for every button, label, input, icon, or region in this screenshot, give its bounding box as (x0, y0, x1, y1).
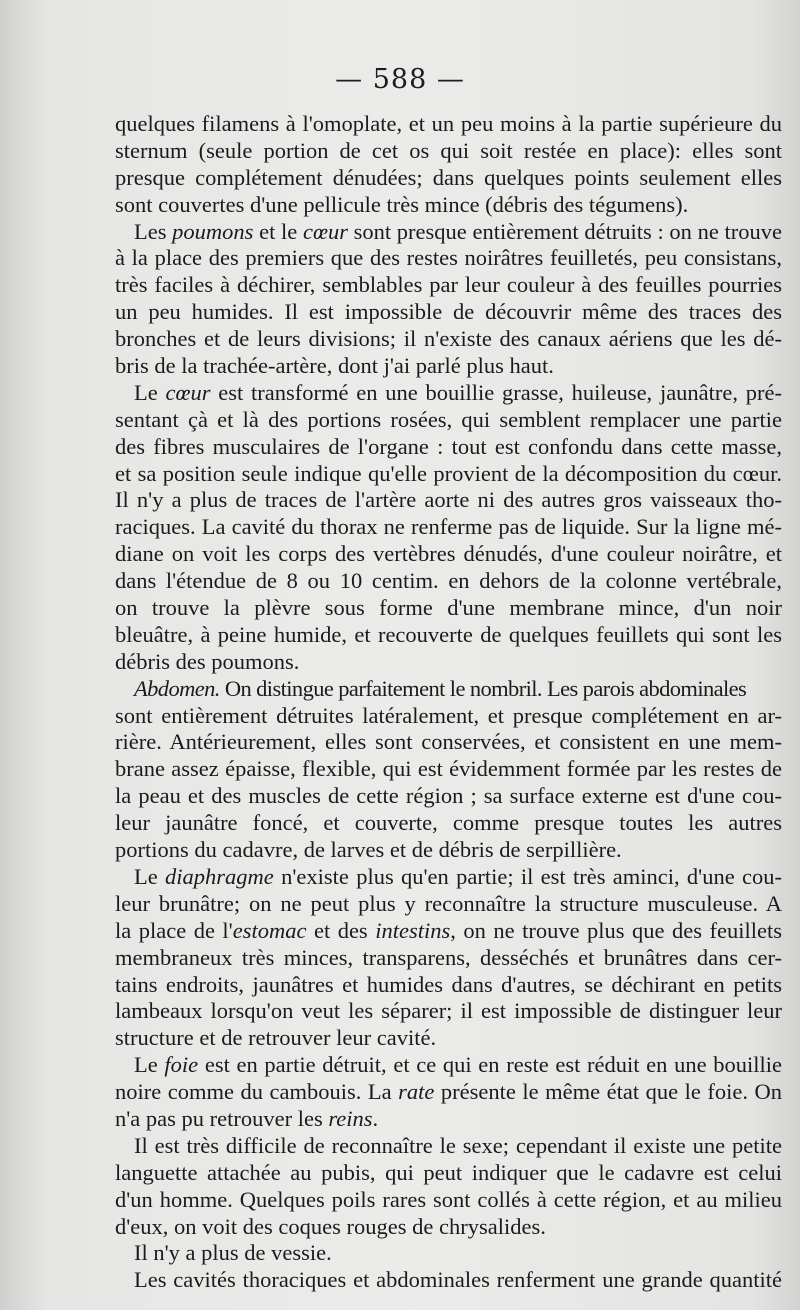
text-line: diane on voit les corps des vertèbres dénudés, d'une couleur noirâtre, et (115, 541, 782, 567)
text-line: Le cœur est transformé en une bouillie grasse, huileuse, jaunâtre, pré- (134, 379, 782, 405)
text-line: Abdomen. On distingue parfaitement le nombril. Les parois abdominales (134, 675, 747, 701)
text-line: portions du cadavre, de larves et de débris de serpillière. (115, 837, 622, 863)
text-line: Il n'y a plus de vessie. (134, 1240, 332, 1266)
text-line: leur brunâtre; on ne peut plus y reconnaître la structure musculeuse. A (115, 890, 782, 916)
text-line: un peu humides. Il est impossible de découvrir même des traces des (115, 299, 782, 325)
text-line: d'un homme. Quelques poils rares sont collés à cette région, et au milieu (115, 1186, 782, 1212)
text-line: Il est très difficile de reconnaître le sexe; cependant il existe une petite (134, 1132, 782, 1158)
text-line: bronches et de leurs divisions; il n'existe des canaux aériens que les dé- (115, 326, 782, 352)
text-line: sentant çà et là des portions rosées, qui semblent remplacer une partie (115, 406, 782, 432)
text-line: bris de la trachée-artère, dont j'ai parlé plus haut. (115, 353, 554, 379)
text-line: Les poumons et le cœur sont presque entièrement détruits : on ne trouve (134, 218, 782, 244)
text-line: et sa position seule indique qu'elle provient de la décomposition du cœur. (115, 460, 782, 486)
text-line: languette attachée au pubis, qui peut indiquer que le cadavre est celui (115, 1159, 782, 1185)
text-line: sont couvertes d'une pellicule très mince (débris des tégumens). (115, 191, 689, 217)
text-line: quelques filamens à l'omoplate, et un peu moins à la partie supérieure du (115, 111, 782, 136)
page-number: — 588 — (335, 64, 465, 95)
body-text (115, 111, 782, 1294)
text-line: n'a pas pu retrouver les reins. (115, 1105, 379, 1131)
text-line: dans l'étendue de 8 ou 10 centim. en dehors de la colonne vertébrale, (115, 568, 782, 594)
text-line: Le foie est en partie détruit, et ce qui en reste est réduit en une bouillie (134, 1052, 782, 1078)
text-line: sont entièrement détruites latéralement, et presque complétement en ar- (115, 702, 782, 728)
text-line: raciques. La cavité du thorax ne renferme pas de liquide. Sur la ligne mé- (115, 514, 782, 540)
text-line: lambeaux lorsqu'on veut les séparer; il est impossible de distinguer leur (115, 998, 782, 1024)
text-line: noire comme du cambouis. La rate présente le même état que le foie. On (115, 1079, 783, 1105)
text-line: d'eux, on voit des coques rouges de chrysalides. (115, 1213, 546, 1239)
text-line: la peau et des muscles de cette région ; sa surface externe est d'une cou- (115, 783, 782, 809)
text-line: Le diaphragme n'existe plus qu'en partie; il est très aminci, d'une cou- (134, 863, 782, 889)
text-line: on trouve la plèvre sous forme d'une membrane mince, d'un noir (115, 595, 782, 621)
text-line: brane assez épaisse, flexible, qui est évidemment formée par les restes de (115, 756, 782, 782)
text-line: membraneux très minces, transparens, desséchés et brunâtres dans cer- (115, 944, 782, 970)
text-line: Les cavités thoraciques et abdominales renferment une grande quantité (134, 1267, 782, 1293)
text-line: sternum (seule portion de cet os qui soit restée en place): elles sont (115, 137, 782, 163)
text-line: bleuâtre, à peine humide, et recouverte de quelques feuillets qui sont les (115, 621, 782, 647)
text-line: la place de l'estomac et des intestins, on ne trouve plus que des feuillets (115, 917, 782, 943)
text-line: à la place des premiers que des restes noirâtres feuilletés, peu consistans, (115, 245, 782, 271)
text-line: Il n'y a plus de traces de l'artère aorte ni des autres gros vaisseaux tho- (115, 487, 782, 513)
text-line: leur jaunâtre foncé, et couverte, comme presque toutes les autres (115, 810, 782, 836)
text-line: structure et de retrouver leur cavité. (115, 1025, 437, 1051)
text-line: débris des poumons. (115, 648, 300, 674)
text-line: rière. Antérieurement, elles sont conservées, et consistent en une mem- (115, 729, 782, 755)
text-line: presque complétement dénudées; dans quelques points seulement elles (115, 164, 782, 190)
text-line: très faciles à déchirer, semblables par leur couleur à des feuilles pourries (115, 272, 782, 298)
text-line: des fibres musculaires de l'organe : tout est confondu dans cette masse, (115, 433, 782, 459)
text-line: tains endroits, jaunâtres et humides dans d'autres, se déchirant en petits (115, 971, 782, 997)
